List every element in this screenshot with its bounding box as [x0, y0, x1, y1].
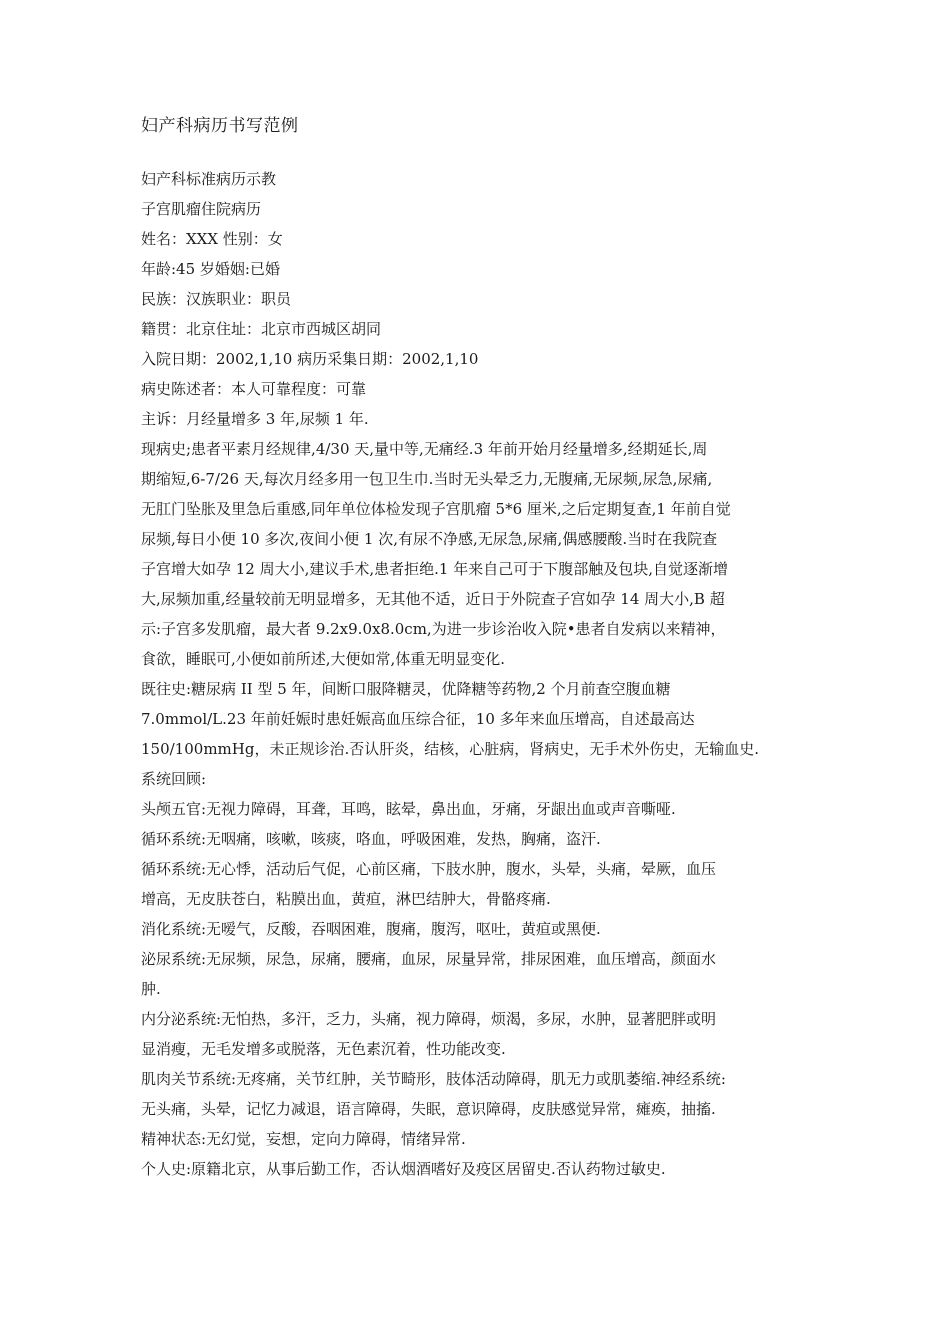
text-line: 妇产科标准病历示教: [141, 170, 277, 188]
text-line: 系统回顾:: [141, 770, 207, 788]
text-line: 入院日期：2002,1,10 病历采集日期：2002,1,10: [141, 350, 479, 368]
text-line: 民族：汉族职业：职员: [141, 290, 292, 308]
document-body: [141, 164, 831, 1184]
text-line: 现病史;患者平素月经规律,4/30 天,量中等,无痛经.3 年前开始月经量增多,经期延长,周: [141, 440, 708, 458]
text-line: 年龄:45 岁婚姻:已婚: [141, 260, 280, 278]
text-line: 子宫增大如孕 12 周大小,建议手术,患者拒绝.1 年来自己可于下腹部触及包块,自觉逐渐增: [141, 560, 729, 578]
text-line: 肌肉关节系统:无疼痛，关节红肿，关节畸形，肢体活动障碍，肌无力或肌萎缩.神经系统:: [141, 1070, 726, 1088]
text-line: 尿频,每日小便 10 多次,夜间小便 1 次,有尿不净感,无尿急,尿痛,偶感腰酸.当时在我院查: [141, 530, 718, 548]
document-title: 妇产科病历书写范例: [141, 116, 299, 136]
text-line: 主诉：月经量增多 3 年,尿频 1 年.: [141, 410, 369, 428]
text-line: 内分泌系统:无怕热，多汗，乏力，头痛，视力障碍，烦渴，多尿，水肿，显著肥胖或明: [141, 1010, 717, 1028]
text-line: 期缩短,6-7/26 天,每次月经多用一包卫生巾.当时无头晕乏力,无腹痛,无尿频,尿急,尿痛,: [141, 470, 713, 488]
text-line: 既往史:糖尿病 II 型 5 年，间断口服降糖灵，优降糖等药物,2 个月前查空腹血糖: [141, 680, 671, 698]
text-line: 病史陈述者：本人可靠程度：可靠: [141, 380, 367, 398]
text-line: 循环系统:无心悸，活动后气促，心前区痛，下肢水肿，腹水，头晕，头痛，晕厥，血压: [141, 860, 717, 878]
text-line: 示:子宫多发肌瘤，最大者 9.2x9.0x8.0cm,为进一步诊治收入院•患者自发病以来精神，: [141, 620, 726, 638]
text-line: 食欲，睡眠可,小便如前所述,大便如常,体重无明显变化.: [141, 650, 506, 668]
text-line: 精神状态:无幻觉，妄想，定向力障碍，情绪异常.: [141, 1130, 466, 1148]
text-line: 籍贯：北京住址：北京市西城区胡同: [141, 320, 382, 338]
text-line: 姓名：XXX 性别：女: [141, 230, 283, 248]
text-line: 150/100mmHg，未正规诊治.否认肝炎，结核，心脏病，肾病史，无手术外伤史，无输血史.: [141, 740, 759, 758]
text-line: 显消瘦，无毛发增多或脱落，无色素沉着，性功能改变.: [141, 1040, 506, 1058]
text-line: 个人史:原籍北京，从事后勤工作，否认烟酒嗜好及疫区居留史.否认药物过敏史.: [141, 1160, 666, 1178]
text-line: 泌尿系统:无尿频，尿急，尿痛，腰痛，血尿，尿量异常，排尿困难，血压增高，颜面水: [141, 950, 717, 968]
text-line: 7.0mmol/L.23 年前妊娠时患妊娠高血压综合征，10 多年来血压增高，自述最高达: [141, 710, 695, 728]
text-line: 无肛门坠胀及里急后重感,同年单位体检发现子宫肌瘤 5*6 厘米,之后定期复查,1 年前自觉: [141, 500, 731, 518]
text-line: 大,尿频加重,经量较前无明显增多，无其他不适，近日于外院查子宫如孕 14 周大小,B 超: [141, 590, 725, 608]
text-line: 消化系统:无嗳气，反酸，吞咽困难，腹痛，腹泻，呕吐，黄疸或黑便.: [141, 920, 601, 938]
text-line: 肿.: [141, 980, 161, 998]
text-line: 无头痛，头晕，记忆力减退，语言障碍，失眠，意识障碍，皮肤感觉异常，瘫痪，抽搐.: [141, 1100, 716, 1118]
text-line: 增高，无皮肤苍白，粘膜出血，黄疸，淋巴结肿大，骨骼疼痛.: [141, 890, 551, 908]
text-line: 循环系统:无咽痛，咳嗽，咳痰，咯血，呼吸困难，发热，胸痛，盗汗.: [141, 830, 601, 848]
text-line: 头颅五官:无视力障碍，耳聋，耳鸣，眩晕，鼻出血，牙痛，牙龈出血或声音嘶哑.: [141, 800, 676, 818]
text-line: 子宫肌瘤住院病历: [141, 200, 262, 218]
